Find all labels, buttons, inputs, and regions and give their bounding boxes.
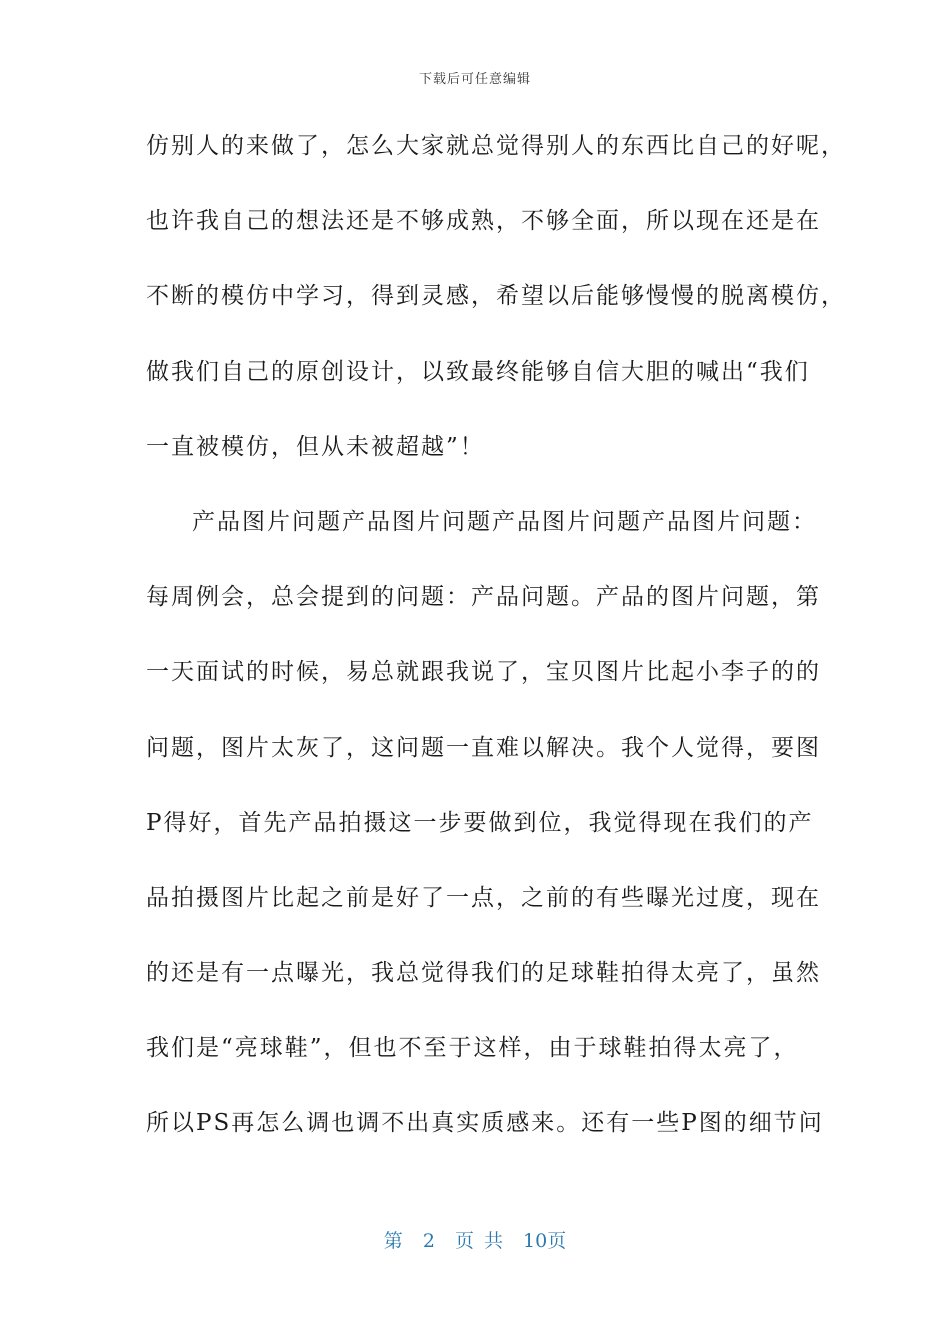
- page-prefix: 第: [383, 1230, 403, 1252]
- page-mid: 页 共: [454, 1230, 503, 1252]
- text-line: 做我们自己的原创设计，以致最终能够自信大胆的喊出“我们: [146, 358, 810, 385]
- document-body: [146, 122, 846, 1175]
- text-line: 我们是“亮球鞋”，但也不至于这样，由于球鞋拍得太亮了，: [146, 1035, 799, 1062]
- text-line: 一直被模仿，但从未被超越”！: [146, 433, 485, 460]
- text-line: 一天面试的时候，易总就跟我说了，宝贝图片比起小李子的的: [146, 659, 821, 686]
- text-line: 的还是有一点曝光，我总觉得我们的足球鞋拍得太亮了，虽然: [146, 960, 821, 987]
- text-line: P得好，首先产品拍摄这一步要做到位，我觉得现在我们的产: [146, 809, 814, 836]
- page-total: 10页: [523, 1230, 567, 1252]
- text-line: 也许我自己的想法还是不够成熟，不够全面，所以现在还是在: [146, 208, 821, 235]
- page-number: [0, 1226, 950, 1253]
- text-line: 每周例会，总会提到的问题：产品问题。产品的图片问题，第: [146, 584, 821, 611]
- text-line: 不断的模仿中学习，得到灵感，希望以后能够慢慢的脱离模仿，: [146, 283, 846, 310]
- text-line: 仿别人的来做了，怎么大家就总觉得别人的东西比自己的好呢，: [146, 133, 846, 159]
- page-current: 2: [422, 1230, 435, 1252]
- text-line: 品拍摄图片比起之前是好了一点，之前的有些曝光过度，现在: [146, 884, 821, 911]
- text-line: 所以PS再怎么调也调不出真实质感来。还有一些P图的细节问: [146, 1110, 824, 1137]
- section-heading-line: 产品图片问题产品图片问题产品图片问题产品图片问题：: [192, 508, 817, 535]
- header-note: 下载后可任意编辑: [418, 72, 531, 87]
- text-line: 问题，图片太灰了，这问题一直难以解决。我个人觉得，要图: [146, 734, 821, 761]
